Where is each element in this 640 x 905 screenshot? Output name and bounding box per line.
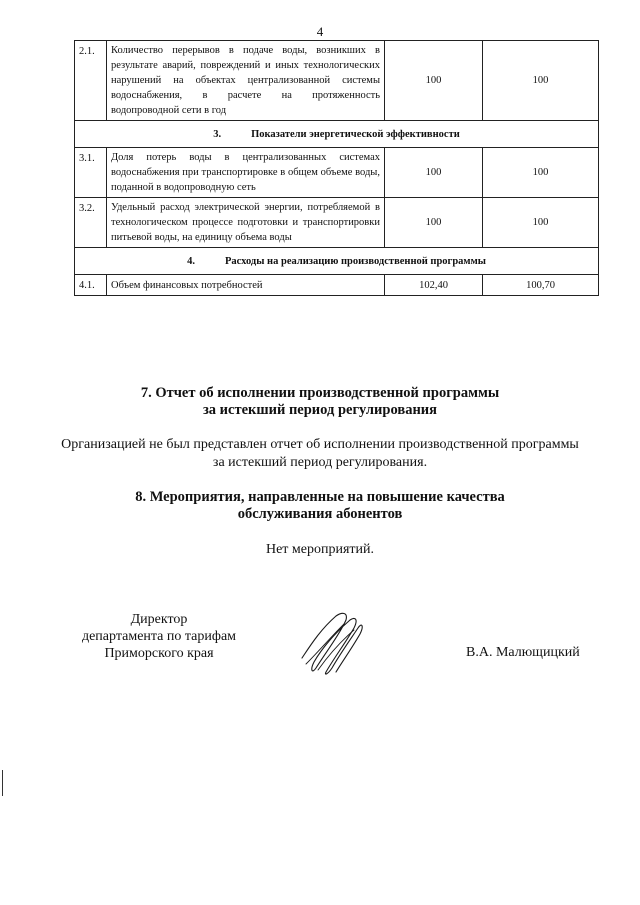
- section-title-cell: [75, 248, 599, 275]
- indicator-value-1: 100: [385, 148, 483, 198]
- table-row: [75, 41, 599, 121]
- section-7-heading-line-1: 7. Отчет об исполнении производственной программы: [140, 385, 500, 401]
- section-title-cell: [75, 121, 599, 148]
- table-row: [75, 198, 599, 248]
- section-title: Показатели энергетической эффективности: [251, 128, 460, 140]
- section-number: 4.: [187, 255, 195, 267]
- signatory-title-line-2: департамента по тарифам: [81, 629, 237, 644]
- signatory-title-line-3: Приморского края: [104, 646, 214, 661]
- signatory-title-line-1: Директор: [130, 612, 188, 627]
- margin-mark: [2, 770, 3, 796]
- indicator-value-1: 100: [385, 198, 483, 248]
- row-number: 3.2.: [75, 198, 107, 248]
- row-number: 4.1.: [75, 275, 107, 296]
- row-number: 2.1.: [75, 41, 107, 121]
- signatory-name: В.А. Малющицкий: [466, 645, 580, 660]
- indicator-description: Удельный расход электрической энергии, потребляемой в технологическом процессе подготовки и транспортировки питьевой воды, на единицу объема воды: [107, 198, 385, 248]
- indicator-value-1: 102,40: [385, 275, 483, 296]
- row-number: 3.1.: [75, 148, 107, 198]
- table-row: [75, 148, 599, 198]
- indicator-value-2: 100,70: [483, 275, 599, 296]
- indicator-description: Доля потерь воды в централизованных системах водоснабжения при транспортировке в общем объеме воды, поданной в водопроводную сеть: [107, 148, 385, 198]
- indicator-description: Объем финансовых потребностей: [107, 275, 385, 296]
- signatory-title: [64, 611, 254, 662]
- section-7-heading-line-2: за истекший период регулирования: [202, 402, 438, 418]
- section-8-heading-line-1: 8. Мероприятия, направленные на повышение качества: [135, 489, 505, 505]
- indicator-value-2: 100: [483, 148, 599, 198]
- section-8-heading: [0, 489, 640, 523]
- indicator-value-1: 100: [385, 41, 483, 121]
- indicators-table: [74, 40, 599, 296]
- indicator-description: Количество перерывов в подаче воды, возникших в результате аварий, повреждений и иных технологических нарушений на объектах централизованной системы водоснабжения, в расчете на протяженность водопроводной сети в год: [107, 41, 385, 121]
- handwritten-signature: [296, 608, 366, 680]
- page-number: 4: [316, 24, 324, 39]
- table-section-row: [75, 121, 599, 148]
- indicator-value-2: 100: [483, 41, 599, 121]
- section-number: 3.: [213, 128, 222, 140]
- indicator-value-2: 100: [483, 198, 599, 248]
- table-row: [75, 275, 599, 296]
- section-8-text: Нет мероприятий.: [265, 542, 375, 557]
- section-7-heading: [0, 385, 640, 419]
- section-8-heading-line-2: обслуживания абонентов: [237, 506, 403, 522]
- section-title: Расходы на реализацию производственной программы: [224, 255, 486, 267]
- table-section-row: [75, 248, 599, 275]
- section-7-text: Организацией не был представлен отчет об исполнении производственной программы за истекший период регулирования.: [61, 437, 579, 470]
